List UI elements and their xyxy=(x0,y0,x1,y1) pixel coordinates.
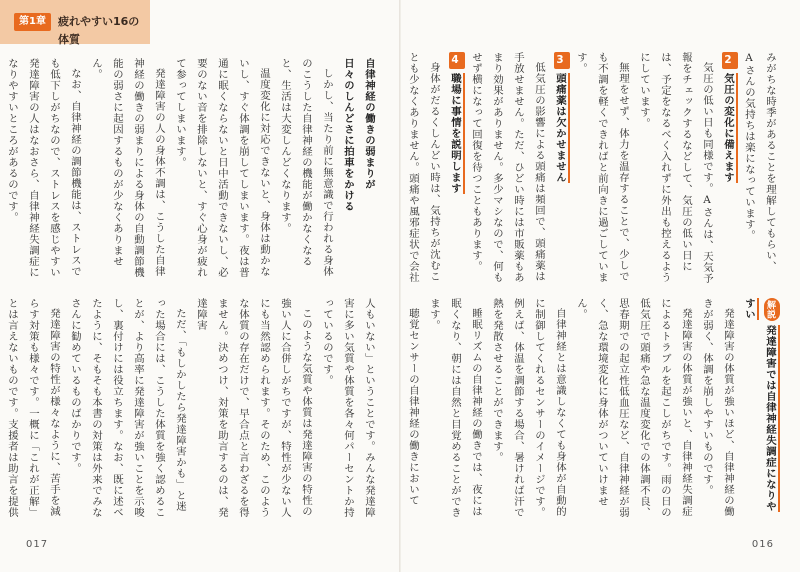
paragraph: 自律神経とは意識しなくても身体が自動的に制御してくれるセンサーのイメージです。例えば、体温を調節する場合、暑ければ汗で熱を発散させることができます。 xyxy=(491,298,566,518)
section-heading: 自律神経の働きの弱まりが xyxy=(363,58,375,190)
tip-title: 発達障害では自律神経失調症になりやすい xyxy=(743,298,780,512)
right-page xyxy=(401,0,800,572)
section-title: 職場に事情を説明します xyxy=(449,73,465,194)
chapter-header-tab xyxy=(0,0,150,44)
section-heading xyxy=(549,52,570,284)
paragraph: みがちな時季があることを理解してもらい、Aさんの気持ちは楽になっています。 xyxy=(743,52,776,272)
section-number-badge: 4 xyxy=(449,52,465,69)
paragraph: このような気質や体質は発達障害の特性の強い人に合併しがちですが、特性が少ない人にも当然認められます。そのため、このような体質の存在だけで、早合点と言わざるを得ません。決めつけ、対策を助言するのは、発達障害 xyxy=(195,298,312,518)
left-upper-text xyxy=(6,58,379,280)
page-number: 017 xyxy=(26,539,49,550)
paragraph: 気圧の低い日も同様です。Aさんは、天気予報をチェックするなどして、気圧の低い日には、予定をなるべく入れずに外出も控えるようにしています。 xyxy=(638,52,713,284)
section-heading xyxy=(444,52,465,284)
section-heading xyxy=(717,52,738,284)
paragraph: しかし、当たり前に無意識で行われる身体のこうした自律神経の機能が働かなくなると、生活は大変しんどくなります。 xyxy=(279,58,333,278)
paragraph: ただ、「もしかしたら発達障害かも」と迷った場合には、こうした体質を強く認めることが、より高率に発達障害が強いことを示唆し、裏付けには役立ちます。なお、既に述べたように、そもそも本書の対策は外来でみなさんに勧めているものばかりです。 xyxy=(69,298,186,518)
paragraph: 低気圧の影響による頭痛は頻回で、頭痛薬は手放せません。ただ、ひどい時には市販薬もあまり効果がありません。多少マシなので、何もせず横になって回復を待つこともあります。 xyxy=(470,52,545,283)
left-page xyxy=(0,0,399,572)
chapter-badge: 第1章 xyxy=(14,13,51,31)
right-lower-text xyxy=(407,298,780,523)
paragraph: 無理をせず、体力を温存することで、少しでも不調を軽くできればと前向きに過ごしています。 xyxy=(575,52,629,283)
tip-heading xyxy=(738,298,780,523)
paragraph: 身体がだるくしんどい時は、気持ちが沈むことも少なくありません。頭痛や風邪症状で会社 xyxy=(407,52,440,283)
chapter-title: 疲れやすい16の体質 xyxy=(58,15,140,46)
paragraph: 睡眠リズムの自律神経の働きでは、夜には眠くなり、朝には自然と目覚めることができます。 xyxy=(428,298,482,518)
paragraph: 発達障害の特性が様々なように、苦手を減らす対策も様々です。一概に「これが正解」とは言えないものです。支援者は助言を提供 xyxy=(6,298,60,518)
paragraph: 発達障害の体質が強いと、自律神経失調症によるトラブルを起こしがちです。雨の日の低気圧で頭痛や急な温度変化での体調不良、思春期での起立性低血圧など、自律神経が弱く、急な環境変化に身体がついていけません。 xyxy=(575,298,692,518)
paragraph: 人もいない」ということです。みんな発達障害に多い気質や体質を各々何パーセントか持っているのです。 xyxy=(321,298,375,518)
paragraph: なお、自律神経の調節機能は、ストレスでも低下しがちなので、ストレスを感じやすい発達障害の人はなおさら、自律神経失調症になりやすいところがあるのです。 xyxy=(6,58,81,278)
right-upper-text xyxy=(407,52,780,284)
section-heading: 日々のしんどさに拍車をかける xyxy=(342,58,354,212)
section-title: 気圧の変化に備えます xyxy=(722,73,738,183)
section-title: 頭痛薬は欠かせません xyxy=(554,73,570,183)
paragraph: 発達障害の体質が強いほど、自律神経の働きが弱く、体調を崩しやすいものです。 xyxy=(701,298,734,518)
paragraph: 発達障害の人の身体不調は、こうした自律神経の働きの弱まりによる身体の自動調節機能の弱さに起因するものが少なくありません。 xyxy=(90,58,165,278)
left-lower-text xyxy=(6,298,379,523)
paragraph: 聴覚センサーの自律神経の働きにおいて xyxy=(407,308,419,507)
section-number-badge: 2 xyxy=(722,52,738,69)
section-number-badge: 3 xyxy=(554,52,570,69)
tip-badge: 解説 xyxy=(764,298,780,321)
section-heading xyxy=(0,58,1,280)
page-number: 016 xyxy=(751,539,774,550)
paragraph: 温度変化に対応できないと、身体は動かないし、すぐ体調を崩してしまいます。夜は普通に眠くならないと日中活動できないし、必要のない音を排除しないと、すぐ心身が疲れて参ってしまいます。 xyxy=(174,58,270,278)
